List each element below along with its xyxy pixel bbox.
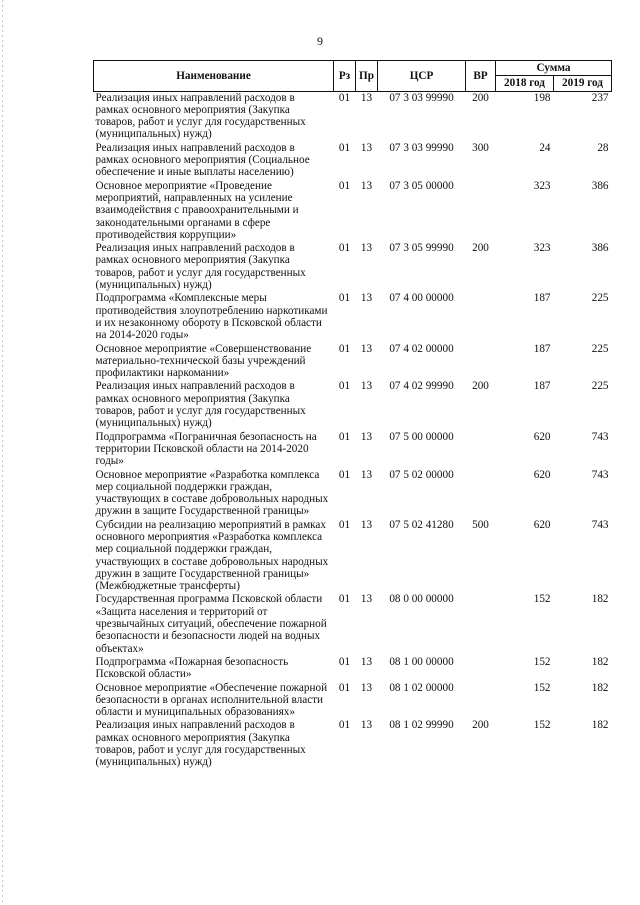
table-row [94, 292, 612, 342]
row-rz: 01 [338, 655, 351, 668]
row-2018: 24 [539, 141, 551, 154]
row-vr [466, 656, 496, 682]
row-pr: 13 [360, 655, 373, 668]
row-2019: 225 [591, 342, 609, 355]
row-name: Подпрограмма «Пожарная безопасность Псковской области» [95, 655, 289, 681]
row-csr: 08 1 02 00000 [389, 681, 454, 694]
row-2018: 620 [533, 468, 551, 481]
row-vr: 300 [472, 141, 489, 154]
header-rz: Рз [334, 61, 356, 92]
row-rz: 01 [338, 681, 351, 694]
table-row [94, 469, 612, 519]
row-2019: 237 [591, 91, 609, 104]
row-vr [466, 593, 496, 655]
row-name: Основное мероприятие «Совершенствование материально-технической базы учреждений профилактики наркомании» [95, 342, 312, 380]
row-pr: 13 [360, 380, 373, 393]
row-csr: 07 3 03 99990 [389, 141, 454, 154]
row-csr: 08 0 00 00000 [389, 593, 454, 606]
row-vr [466, 469, 496, 519]
row-2018: 323 [533, 179, 551, 192]
table-row [94, 682, 612, 720]
row-2018: 620 [533, 518, 551, 531]
row-csr: 07 3 05 99990 [389, 242, 454, 255]
budget-table [93, 60, 612, 770]
row-name: Государственная программа Псковской области «Защита населения и территорий от чрезвычайных ситуаций, обеспечение пожарной безопасности и безопасности людей на водных объектах» [95, 593, 327, 655]
table-row [94, 656, 612, 682]
row-name: Реализация иных направлений расходов в рамках основного мероприятия (Социальное обеспечение и иные выплаты населению) [95, 141, 310, 179]
row-name: Основное мероприятие «Разработка комплекса мер социальной поддержки граждан, участвующих в составе добровольных народных дружин в защите Государственной границы» [95, 468, 329, 518]
row-2019: 182 [591, 593, 609, 606]
row-name: Субсидии на реализацию мероприятий в рамках основного мероприятия «Разработка комплекса мер социальной поддержки граждан, участвующих в составе добровольных народных дружин в защите Государственной границы» (Межбюджетные трансферты) [95, 518, 329, 593]
table-row [94, 719, 612, 769]
row-2018: 187 [533, 342, 551, 355]
row-rz: 01 [338, 430, 351, 443]
row-vr [466, 292, 496, 342]
row-name: Реализация иных направлений расходов в рамках основного мероприятия (Закупка товаров, работ и услуг для государственных (муниципальных) нужд) [95, 242, 306, 292]
row-2018: 620 [533, 430, 551, 443]
header-2019: 2019 год [554, 76, 612, 91]
row-pr: 13 [360, 719, 373, 732]
row-name: Подпрограмма «Пограничная безопасность на территории Псковской области на 2014-2020 годы» [95, 430, 317, 468]
row-csr: 07 4 02 00000 [389, 342, 454, 355]
row-rz: 01 [338, 593, 351, 606]
row-csr: 07 3 03 99990 [389, 91, 454, 104]
table-row [94, 142, 612, 180]
table-row [94, 431, 612, 469]
row-2019: 225 [591, 380, 609, 393]
row-pr: 13 [360, 593, 373, 606]
row-2019: 28 [597, 141, 609, 154]
row-2019: 182 [591, 681, 609, 694]
row-2019: 386 [591, 179, 609, 192]
header-csr: ЦСР [378, 61, 466, 92]
row-csr: 08 1 00 00000 [389, 655, 454, 668]
row-2018: 187 [533, 292, 551, 305]
table-row [94, 242, 612, 292]
row-2018: 152 [533, 719, 551, 732]
row-vr: 200 [472, 719, 489, 732]
row-name: Реализация иных направлений расходов в рамках основного мероприятия (Закупка товаров, работ и услуг для государственных (муниципальных) нужд) [95, 380, 306, 430]
row-2018: 187 [533, 380, 551, 393]
row-name: Основное мероприятие «Обеспечение пожарной безопасности в органах исполнительной власти области и муниципальных образованиях» [95, 681, 328, 719]
row-pr: 13 [360, 681, 373, 694]
row-2019: 743 [591, 468, 609, 481]
row-rz: 01 [338, 380, 351, 393]
row-2019: 743 [591, 430, 609, 443]
table-row [94, 593, 612, 655]
header-2018: 2018 год [496, 76, 554, 91]
row-2019: 182 [591, 655, 609, 668]
table-row [94, 343, 612, 381]
row-2018: 323 [533, 242, 551, 255]
row-name: Реализация иных направлений расходов в рамках основного мероприятия (Закупка товаров, работ и услуг для государственных (муниципальных) нужд) [95, 91, 306, 141]
row-2019: 225 [591, 292, 609, 305]
row-2019: 386 [591, 242, 609, 255]
row-csr: 08 1 02 99990 [389, 719, 454, 732]
row-rz: 01 [338, 91, 351, 104]
row-rz: 01 [338, 242, 351, 255]
header-pr: Пр [356, 61, 378, 92]
row-csr: 07 5 00 00000 [389, 430, 454, 443]
row-2018: 198 [533, 91, 551, 104]
row-rz: 01 [338, 179, 351, 192]
row-pr: 13 [360, 342, 373, 355]
row-pr: 13 [360, 242, 373, 255]
row-vr: 200 [472, 242, 489, 255]
row-csr: 07 3 05 00000 [389, 179, 454, 192]
header-sum: Сумма [496, 61, 612, 76]
row-pr: 13 [360, 179, 373, 192]
table-row [94, 380, 612, 430]
row-pr: 13 [360, 141, 373, 154]
row-vr: 200 [472, 91, 489, 104]
row-rz: 01 [338, 719, 351, 732]
row-name: Основное мероприятие «Проведение мероприятий, направленных на усиление взаимодействия с правоохранительными и законодательными органами в сфере противодействия коррупции» [95, 179, 299, 241]
header-vr: ВР [466, 61, 496, 92]
table-row [94, 519, 612, 594]
page-number: 9 [317, 34, 323, 48]
row-vr: 200 [472, 380, 489, 393]
row-vr [466, 431, 496, 469]
row-vr: 500 [472, 518, 489, 531]
row-pr: 13 [360, 91, 373, 104]
row-rz: 01 [338, 468, 351, 481]
row-pr: 13 [360, 430, 373, 443]
row-pr: 13 [360, 468, 373, 481]
row-name: Подпрограмма «Комплексные меры противодействия злоупотреблению наркотиками и их незаконному обороту в Псковской области на 2014-2020 годы» [95, 292, 328, 342]
row-rz: 01 [338, 518, 351, 531]
row-2019: 182 [591, 719, 609, 732]
row-pr: 13 [360, 518, 373, 531]
row-csr: 07 4 02 99990 [389, 380, 454, 393]
row-vr [466, 180, 496, 242]
row-rz: 01 [338, 342, 351, 355]
row-csr: 07 5 02 41280 [389, 518, 454, 531]
header-name: Наименование [94, 61, 334, 92]
row-vr [466, 343, 496, 381]
header-row-1 [94, 61, 612, 76]
row-2018: 152 [533, 681, 551, 694]
row-2018: 152 [533, 655, 551, 668]
row-vr [466, 682, 496, 720]
row-csr: 07 4 00 00000 [389, 292, 454, 305]
row-2018: 152 [533, 593, 551, 606]
row-name: Реализация иных направлений расходов в рамках основного мероприятия (Закупка товаров, работ и услуг для государственных (муниципальных) нужд) [95, 719, 306, 769]
row-rz: 01 [338, 292, 351, 305]
table-row [94, 180, 612, 242]
row-rz: 01 [338, 141, 351, 154]
row-pr: 13 [360, 292, 373, 305]
scan-edge-line [2, 0, 3, 905]
row-2019: 743 [591, 518, 609, 531]
table-row [94, 91, 612, 142]
row-csr: 07 5 02 00000 [389, 468, 454, 481]
table-body [94, 91, 612, 770]
